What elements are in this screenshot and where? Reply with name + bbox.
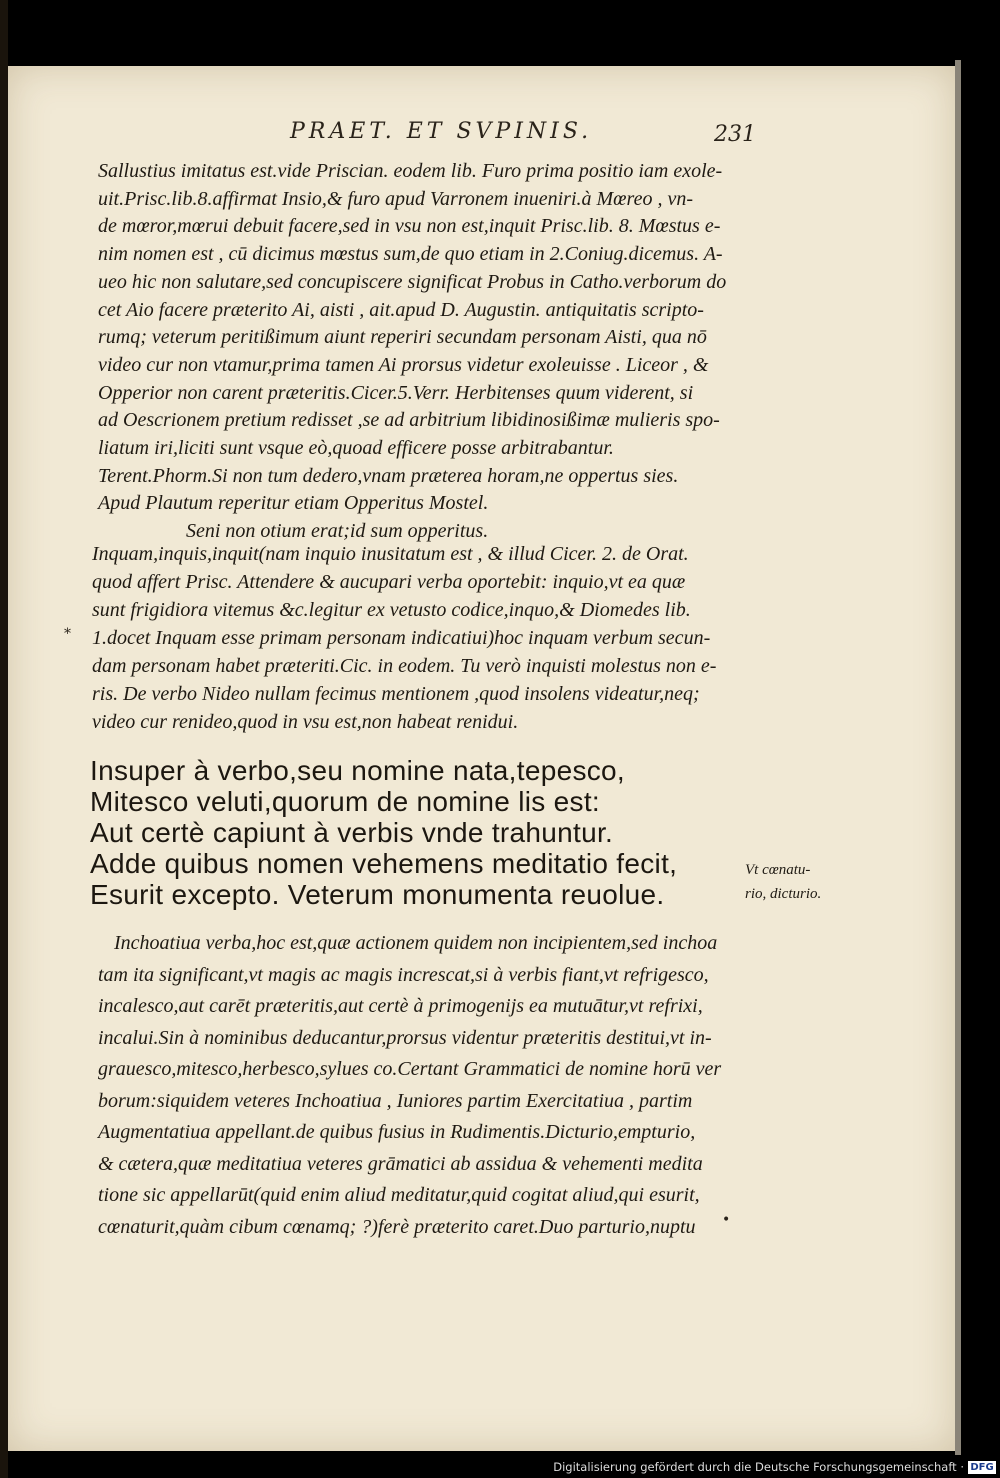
- text-line: Augmentatiua appellant.de quibus fusius in Rudimentis.Dicturio,empturio,: [98, 1121, 696, 1143]
- text-line: tam ita significant,vt magis ac magis increscat,si à verbis fiant,vt refrigesco,: [98, 963, 709, 986]
- text-line: ad Oescrionem pretium redisset ,se ad arbitrium libidinosißimæ mulieris spo-: [98, 409, 720, 432]
- text-line: Apud Plautum reperitur etiam Opperitus Mostel.: [98, 492, 489, 515]
- text-line: tione sic appellarūt(quid enim aliud meditatur,quid cogitat aliud,qui esurit,: [98, 1184, 700, 1206]
- quoted-verse-line: Seni non otium erat;id sum opperitus.: [186, 520, 489, 543]
- text-line: uit.Prisc.lib.8.affirmat Insio,& furo apud Varronem inueniri.à Mœreo , vn-: [98, 187, 693, 210]
- book-spine-edge: [0, 0, 8, 1478]
- text-line: ris. De verbo Nideo nullam fecimus mentionem ,quod insolens videatur,neq;: [92, 683, 700, 705]
- verse-line: Mitesco veluti,quorum de nomine lis est:: [90, 786, 600, 817]
- text-line: liatum iri,liciti sunt vsque eò,quoad efficere posse arbitrabantur.: [98, 437, 614, 460]
- verse-line: Adde quibus nomen vehemens meditatio fecit,: [90, 848, 678, 879]
- text-line: Inquam,inquis,inquit(nam inquio inusitatum est , & illud Cicer. 2. de Orat.: [92, 543, 689, 565]
- ink-mark: •: [722, 1212, 731, 1228]
- text-line: Inchoatiua verba,hoc est,quæ actionem quidem non incipientem,sed inchoa: [114, 932, 718, 954]
- verse-line: Aut certè capiunt à verbis vnde trahuntur.: [90, 817, 614, 848]
- marginal-mark: *: [64, 626, 71, 642]
- margin-note: [745, 858, 821, 906]
- prose-block-2: [92, 540, 716, 736]
- text-line: rumq; veterum peritißimum aiunt reperiri secundam personam Aisti, qua nō: [98, 326, 707, 349]
- text-line: quod affert Prisc. Attendere & aucupari verba oportebit: inquio,vt ea quæ: [92, 571, 686, 593]
- verse-block: [90, 755, 677, 910]
- text-line: dam personam habet præteriti.Cic. in eodem. Tu verò inquisti molestus non e-: [92, 655, 717, 677]
- text-line: nim nomen est , cū dicimus mœstus sum,de quo etiam in 2.Coniug.dicemus. A-: [98, 243, 723, 266]
- text-line: Opperior non carent præteritis.Cicer.5.Verr. Herbitenses quum viderent, si: [98, 381, 694, 404]
- text-line: & cætera,quæ meditatiua veteres grāmatici ab assidua & vehementi medita: [98, 1152, 703, 1175]
- text-line: video cur renideo,quod in vsu est,non habeat renidui.: [92, 711, 519, 733]
- text-line: 1.docet Inquam esse primam personam indicatiui)hoc inquam verbum secun-: [92, 627, 711, 649]
- text-line: borum:siquidem veteres Inchoatiua , Iuniores partim Exercitatiua , partim: [98, 1089, 693, 1112]
- text-line: Sallustius imitatus est.vide Priscian. eodem lib. Furo prima positio iam exole-: [98, 160, 723, 182]
- page-number: 231: [714, 122, 756, 147]
- text-line: incalesco,aut carēt præteritis,aut certè à primogenijs ea mutuātur,vt refrixi,: [98, 995, 703, 1017]
- text-line: incalui.Sin à nominibus deducantur,prorsus videntur præteritis destitui,vt in-: [98, 1026, 712, 1049]
- text-line: cœnaturit,quàm cibum cœnamq; ?)ferè præterito caret.Duo parturio,nuptu: [98, 1215, 696, 1238]
- running-head: PRAET. ET SVPINIS.: [290, 119, 593, 144]
- margin-note-line: rio, dicturio.: [745, 886, 822, 902]
- footer-bar: [553, 1457, 1000, 1478]
- dfg-logo[interactable]: DFG: [968, 1461, 996, 1474]
- text-line: ueo hic non salutare,sed concupiscere significat Probus in Catho.verborum do: [98, 270, 727, 293]
- page-edge-right: [955, 60, 961, 1455]
- text-line: Terent.Phorm.Si non tum dedero,vnam præterea horam,ne oppertus sies.: [98, 464, 679, 487]
- text-line: cet Aio facere præterito Ai, aisti , ait.apud D. Augustin. antiquitatis scripto-: [98, 298, 704, 321]
- text-line: grauesco,mitesco,herbesco,sylues co.Certant Grammatici de nomine horū ver: [98, 1058, 722, 1080]
- scan-background-top: [0, 0, 1000, 66]
- verse-line: Insuper à verbo,seu nomine nata,tepesco,: [90, 755, 626, 786]
- prose-block-1: [98, 158, 726, 546]
- verse-line: Esurit excepto. Veterum monumenta reuolue.: [90, 879, 665, 910]
- funding-notice: Digitalisierung gefördert durch die Deutsche Forschungsgemeinschaft ·: [553, 1460, 964, 1474]
- text-line: sunt frigidiora vitemus &c.legitur ex vetusto codice,inquo,& Diomedes lib.: [92, 599, 691, 621]
- text-line: de mœror,mœrui debuit facere,sed in vsu non est,inquit Prisc.lib. 8. Mœstus e-: [98, 215, 721, 238]
- prose-block-3: [98, 928, 721, 1243]
- margin-note-line: Vt cœnatu-: [745, 862, 811, 878]
- text-line: video cur non vtamur,prima tamen Ai prorsus videtur exoleuisse . Liceor , &: [98, 353, 709, 376]
